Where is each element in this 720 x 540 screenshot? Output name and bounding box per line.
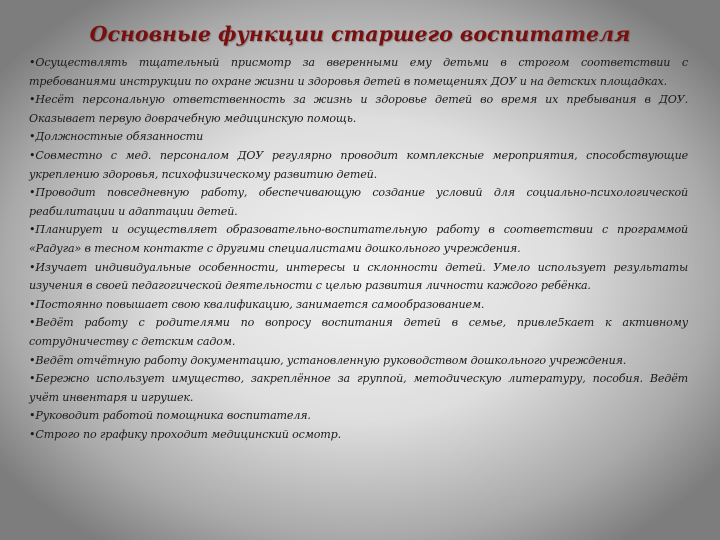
- list-item: •Постоянно повышает свою квалификацию, занимается самообразованием.: [29, 297, 485, 311]
- list-item: •Совместно с мед. персоналом ДОУ регулярно проводит комплексные мероприятия, способствующие укреплению здоровья, психофизическому развитию детей.: [29, 148, 688, 181]
- list-item: •Бережно использует имущество, закреплённое за группой, методическую литературу, пособия. Ведёт учёт инвентаря и игрушек.: [29, 372, 688, 404]
- list-item: •Ведёт работу с родителями по вопросу воспитания детей в семье, привле5кает к активному сотрудничеству с детским садом.: [29, 316, 688, 348]
- list-item: •Осуществлять тщательный присмотр за вверенными ему детьми в строгом соответствии с требованиями инструкции по охране жизни и здоровья детей в помещениях ДОУ и на детских площадках.: [29, 56, 688, 88]
- list-item: •Руководит работой помощника воспитателя.: [29, 409, 311, 423]
- slide-title: Основные функции старшего воспитателя: [89, 22, 631, 46]
- list-item: •Проводит повседневную работу, обеспечивающую создание условий для социально-психологической реабилитации и адаптации детей.: [29, 186, 688, 218]
- list-item: •Планирует и осуществляет образовательно-воспитательную работу в соответствии с программой «Радуга» в тесном контакте с другими специалистами дошкольного учреждения.: [29, 223, 688, 255]
- list-item: •Изучает индивидуальные особенности, интересы и склонности детей. Умело использует результаты изучения в своей педагогической деятельности с целью развития личности каждого ребёнка.: [29, 260, 688, 293]
- list-item: •Должностные обязанности: [29, 130, 204, 144]
- duties-list: [29, 54, 688, 444]
- list-item: •Строго по графику проходит медицинский осмотр.: [29, 427, 341, 441]
- list-item: •Ведёт отчётную работу документацию, установленную руководством дошкольного учреждения.: [29, 353, 627, 367]
- list-item: •Несёт персональную ответственность за жизнь и здоровье детей во время их пребывания в ДОУ. Оказывает первую доврачебную медицинскую помощь.: [29, 93, 688, 125]
